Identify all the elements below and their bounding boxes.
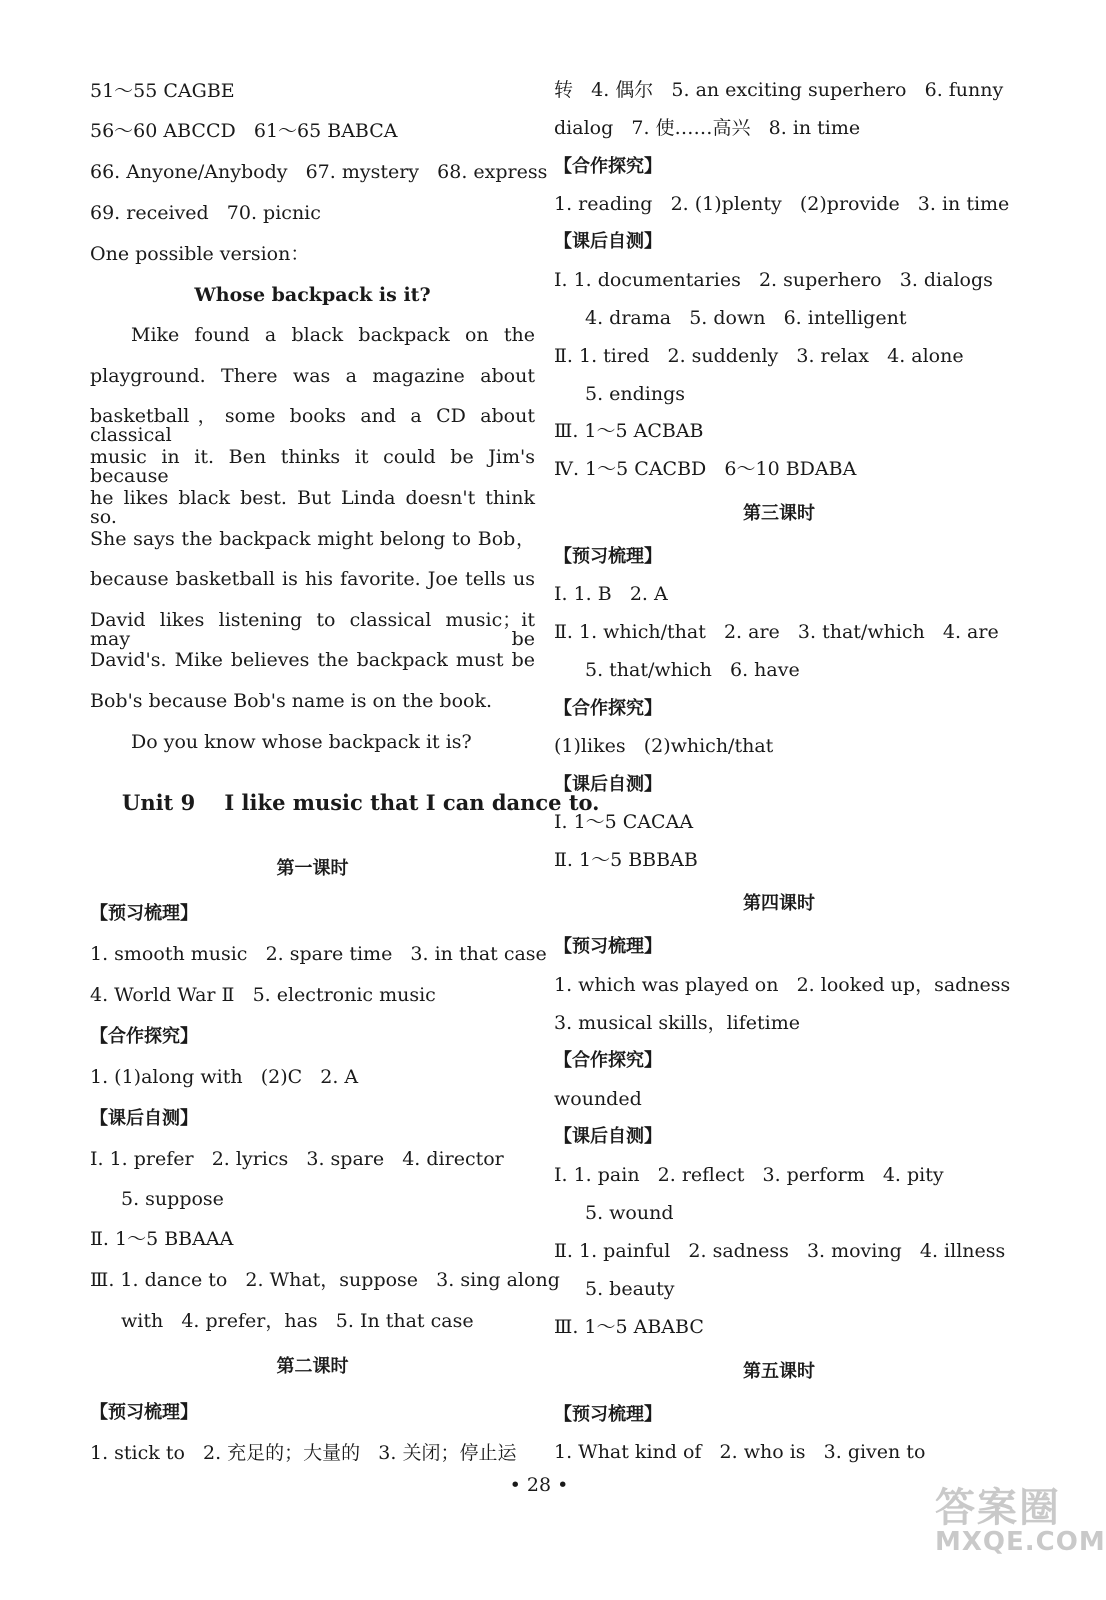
essay-line: She says the backpack might belong to Bob，: [90, 528, 535, 550]
answer-line: 56～60 ABCCD 61～65 BABCA: [90, 120, 398, 142]
section-heading: 【预习梳理】: [90, 1402, 198, 1423]
section-heading: 【预习梳理】: [554, 1404, 662, 1425]
lesson-heading: 第四课时: [743, 893, 815, 914]
essay-title: Whose backpack is it?: [194, 284, 431, 306]
section-heading: 【预习梳理】: [554, 546, 662, 567]
answer-line: 1. What kind of 2. who is 3. given to: [554, 1441, 926, 1463]
essay-line: music in it. Ben thinks it could be Jim's because: [90, 446, 535, 487]
section-heading: 【合作探究】: [554, 698, 662, 719]
watermark-text: 答案圈: [935, 1485, 1061, 1531]
lesson-heading: 第五课时: [743, 1361, 815, 1382]
essay-line: David's. Mike believes the backpack must be: [90, 649, 535, 671]
lesson-heading: 第一课时: [276, 858, 349, 879]
answer-line: Ⅱ. 1. tired 2. suddenly 3. relax 4. alone: [554, 345, 964, 367]
essay-line: he likes black best. But Linda doesn't think so.: [90, 487, 535, 528]
lesson-heading: 第二课时: [276, 1356, 349, 1377]
answer-line: 1. stick to 2. 充足的；大量的 3. 关闭；停止运: [90, 1442, 517, 1464]
answer-line: Ⅱ. 1～5 BBBAB: [554, 849, 698, 871]
unit-title: Unit 9 I like music that I can dance to.: [122, 790, 600, 815]
answer-line: 69. received 70. picnic: [90, 202, 321, 224]
answer-line: 1. reading 2. (1)plenty (2)provide 3. in time: [554, 193, 1010, 215]
answer-line: Ⅰ. 1～5 CACAA: [554, 811, 694, 833]
answer-line: 5. wound: [585, 1202, 674, 1224]
answer-line: Ⅱ. 1. painful 2. sadness 3. moving 4. illness: [554, 1240, 1006, 1262]
answer-line: Ⅲ. 1. dance to 2. What，suppose 3. sing along: [90, 1269, 560, 1291]
answer-line: 4. World War Ⅱ 5. electronic music: [90, 984, 436, 1006]
page-number: • 28 •: [509, 1474, 569, 1496]
section-heading: 【课后自测】: [554, 231, 662, 252]
section-heading: 【合作探究】: [90, 1026, 198, 1047]
answer-line: 1. (1)along with (2)C 2. A: [90, 1066, 359, 1088]
answer-line: 5. beauty: [585, 1278, 675, 1300]
section-heading: 【合作探究】: [554, 1050, 662, 1071]
answer-line: 转 4. 偶尔 5. an exciting superhero 6. funny: [554, 79, 1004, 101]
answer-line: Ⅰ. 1. B 2. A: [554, 583, 668, 605]
essay-intro: One possible version：: [90, 243, 310, 265]
lesson-heading: 第三课时: [743, 503, 815, 524]
answer-line: 3. musical skills，lifetime: [554, 1012, 800, 1034]
answer-line: Ⅰ. 1. prefer 2. lyrics 3. spare 4. director: [90, 1148, 504, 1170]
answer-line: with 4. prefer，has 5. In that case: [121, 1310, 474, 1332]
answer-line: 51～55 CAGBE: [90, 80, 235, 102]
essay-line: because basketball is his favorite. Joe tells us: [90, 568, 535, 590]
answer-line: wounded: [554, 1088, 642, 1110]
essay-line: Mike found a black backpack on the: [131, 324, 535, 346]
answer-line: 1. which was played on 2. looked up，sadness: [554, 974, 1011, 996]
section-heading: 【预习梳理】: [90, 903, 198, 924]
answer-line: 5. suppose: [121, 1188, 224, 1210]
section-heading: 【课后自测】: [554, 1126, 662, 1147]
watermark-url: MXQE.COM: [935, 1527, 1106, 1557]
answer-line: Ⅰ. 1. pain 2. reflect 3. perform 4. pity: [554, 1164, 944, 1186]
essay-line: basketball，some books and a CD about classical: [90, 405, 535, 446]
answer-line: (1)likes (2)which/that: [554, 735, 774, 757]
answer-line: 4. drama 5. down 6. intelligent: [585, 307, 907, 329]
watermark-logo: [935, 1485, 1106, 1557]
essay-line: Do you know whose backpack it is?: [131, 731, 472, 753]
answer-line: 5. endings: [585, 383, 686, 405]
answer-line: Ⅰ. 1. documentaries 2. superhero 3. dialogs: [554, 269, 993, 291]
section-heading: 【课后自测】: [554, 774, 662, 795]
answer-line: dialog 7. 使……高兴 8. in time: [554, 117, 861, 139]
answer-line: Ⅱ. 1～5 BBAAA: [90, 1228, 234, 1250]
answer-line: 1. smooth music 2. spare time 3. in that case: [90, 943, 547, 965]
section-heading: 【合作探究】: [554, 156, 662, 177]
answer-line: 66. Anyone/Anybody 67. mystery 68. express: [90, 161, 548, 183]
section-heading: 【课后自测】: [90, 1108, 198, 1129]
answer-line: Ⅲ. 1～5 ABABC: [554, 1316, 704, 1338]
essay-line: playground. There was a magazine about: [90, 365, 535, 387]
essay-line: Bob's because Bob's name is on the book.: [90, 690, 492, 712]
answer-line: 5. that/which 6. have: [585, 659, 800, 681]
answer-line: Ⅲ. 1～5 ACBAB: [554, 420, 704, 442]
essay-line: David likes listening to classical music；it may be: [90, 609, 535, 650]
answer-line: Ⅳ. 1～5 CACBD 6～10 BDABA: [554, 458, 857, 480]
answer-line: Ⅱ. 1. which/that 2. are 3. that/which 4. are: [554, 621, 999, 643]
section-heading: 【预习梳理】: [554, 936, 662, 957]
